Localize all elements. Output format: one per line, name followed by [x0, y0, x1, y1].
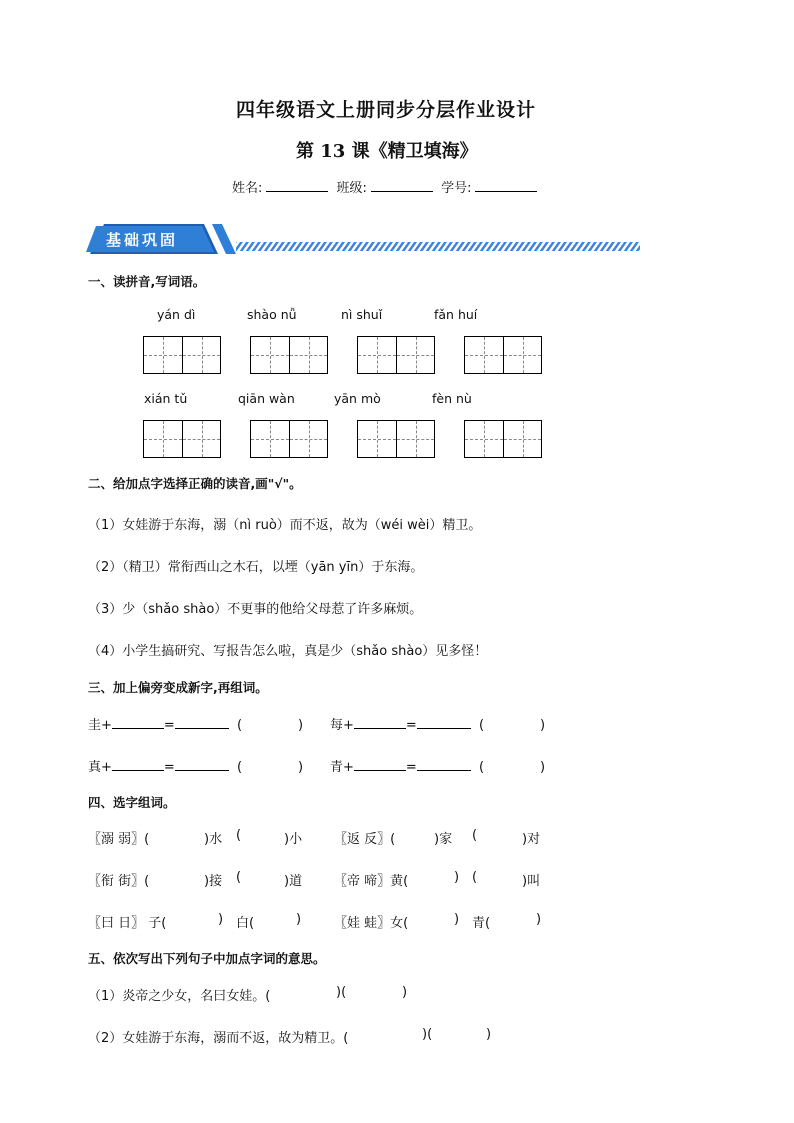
question-2-item-1: （1）女娃游于东海，溺（nì ruò）而不返，故为（wéi wèi）精卫。 — [88, 518, 482, 533]
writing-grid[interactable] — [143, 336, 221, 374]
student-info-line — [232, 177, 541, 196]
name-blank[interactable] — [266, 179, 328, 192]
question-5-title: 五、依次写出下列句子中加点字词的意思。 — [88, 951, 326, 966]
question-2-item-3: （3）少（shǎo shào）不更事的他给父母惹了许多麻烦。 — [88, 602, 423, 617]
writing-grid[interactable] — [464, 420, 542, 458]
question-3-title: 三、加上偏旁变成新字,再组词。 — [88, 680, 268, 695]
choose-row-1: 〖溺 弱〗( )水 ( )小 〖返 反〗( )家 ( )对 — [88, 828, 541, 847]
class-label: 班级: — [336, 181, 367, 196]
name-label: 姓名: — [232, 181, 263, 196]
pinyin-1-3: nì shuǐ — [341, 307, 383, 322]
question-5-item-2: （2）女娃游于东海，溺而不返，故为精卫。( )( ) — [88, 1027, 492, 1046]
pinyin-2-1: xián tǔ — [144, 391, 188, 406]
question-2-title: 二、给加点字选择正确的读音,画"√"。 — [88, 476, 302, 491]
pinyin-2-3: yān mò — [334, 391, 381, 406]
choose-row-3: 〖曰 日〗 子( ) 白( ) 〖娃 蛙〗女( ) 青( ) — [88, 912, 542, 931]
question-2-item-4: （4）小学生搞研究、写报告怎么啦，真是少（shǎo shào）见多怪！ — [88, 644, 488, 659]
question-4-title: 四、选字组词。 — [88, 795, 176, 810]
writing-grid[interactable] — [143, 420, 221, 458]
radical-row: 真+ = ( ) — [88, 760, 304, 775]
class-blank[interactable] — [371, 179, 433, 192]
worksheet-title: 四年级语文上册同步分层作业设计 — [236, 99, 537, 121]
lesson-title: 第 13 课《精卫填海》 — [296, 141, 478, 162]
radical-row: 圭+ = ( ) — [88, 718, 304, 733]
radical-row: 青+ = ( ) — [330, 760, 546, 775]
number-blank[interactable] — [475, 179, 537, 192]
writing-grid[interactable] — [250, 336, 328, 374]
question-2-item-2: （2）（精卫）常衔西山之木石，以堙（yān yīn）于东海。 — [88, 560, 424, 575]
radical-row: 每+ = ( ) — [330, 718, 546, 733]
choose-row-2: 〖衔 街〗( )接 ( )道 〖帝 啼〗黄( ) ( )叫 — [88, 870, 541, 889]
writing-grid[interactable] — [357, 420, 435, 458]
number-label: 学号: — [441, 181, 472, 196]
question-1-title: 一、读拼音,写词语。 — [88, 274, 206, 289]
pinyin-1-1: yán dì — [157, 307, 196, 322]
writing-grid[interactable] — [357, 336, 435, 374]
writing-grid[interactable] — [464, 336, 542, 374]
question-5-item-1: （1）炎帝之少女，名曰女娃。( )( ) — [88, 985, 408, 1004]
pinyin-2-2: qiān wàn — [238, 391, 295, 406]
section-banner-label: 基础巩固 — [106, 231, 179, 249]
pinyin-1-2: shào nǚ — [247, 307, 297, 322]
writing-grid[interactable] — [250, 420, 328, 458]
pinyin-2-4: fèn nù — [432, 391, 472, 406]
pinyin-1-4: fǎn huí — [434, 307, 478, 322]
